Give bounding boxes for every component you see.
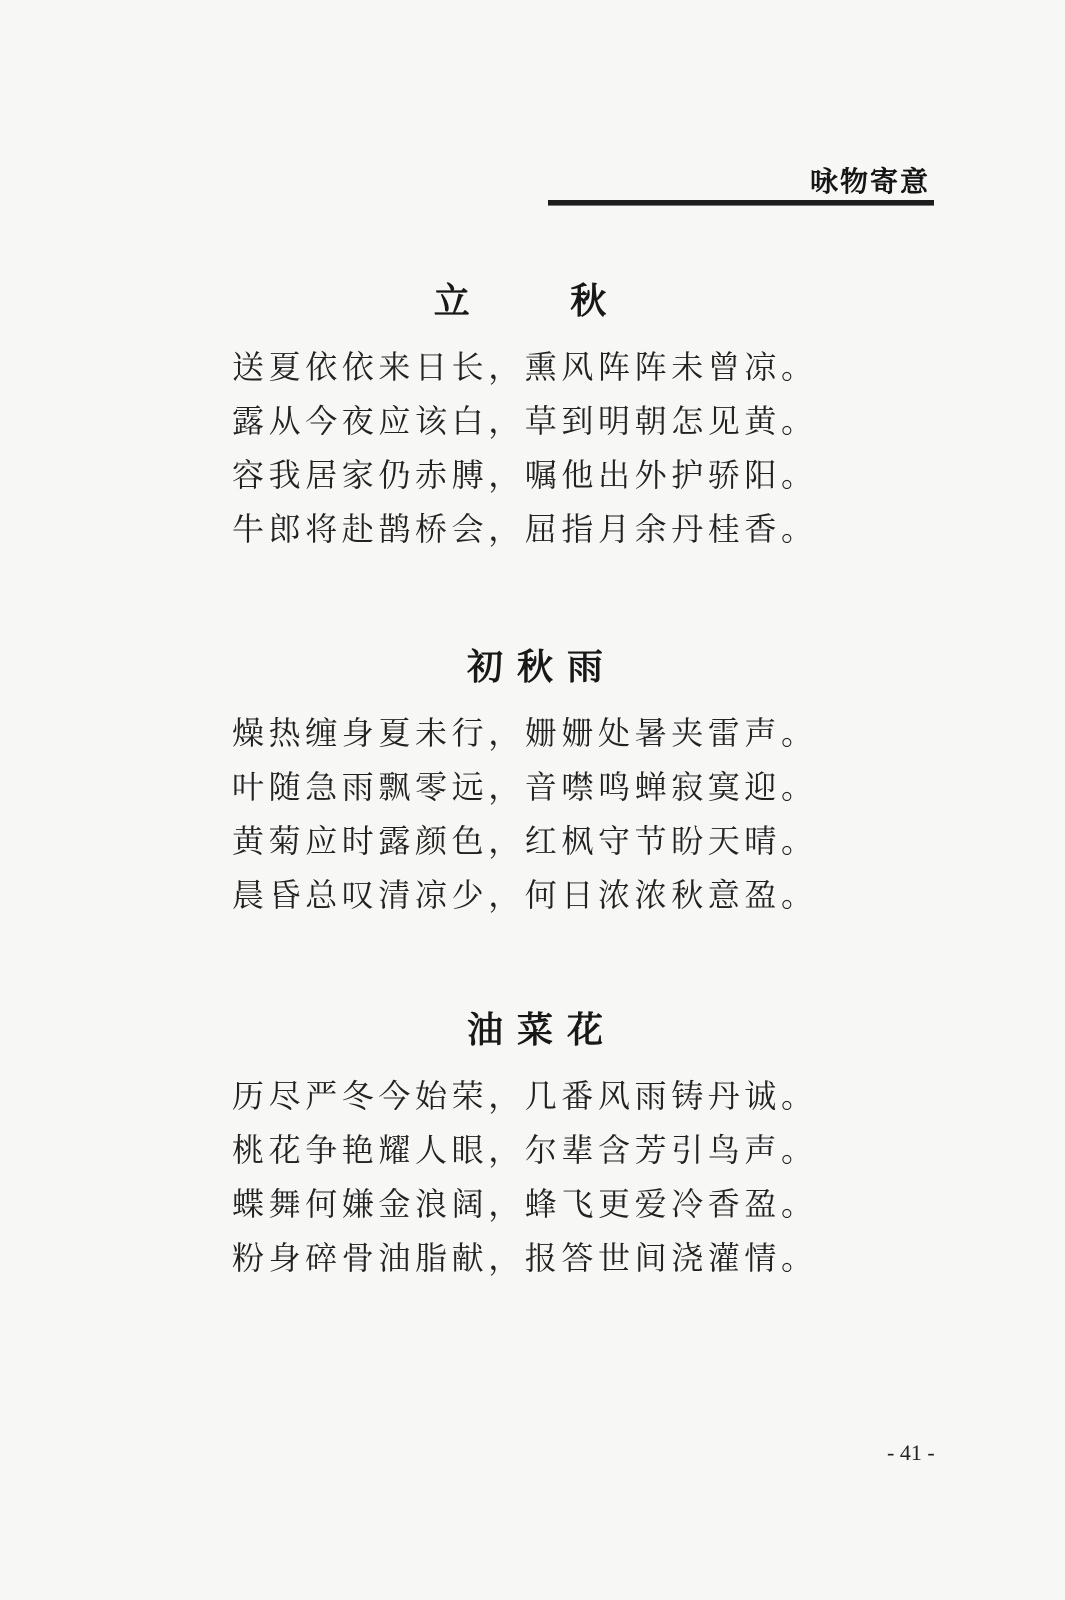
poem-line: 露从今夜应该白，草到明朝怎见黄。 [232, 402, 818, 440]
header-rule [548, 200, 934, 206]
poem-line: 晨昏总叹清凉少，何日浓浓秋意盈。 [232, 876, 818, 914]
poem-line: 历尽严冬今始荣，几番风雨铸丹诚。 [232, 1077, 818, 1115]
poem-title: 油菜花 [466, 1010, 617, 1051]
poem-line: 粉身碎骨油脂献，报答世间浇灌情。 [232, 1239, 818, 1277]
poem-line: 牛郎将赴鹊桥会，屈指月余丹桂香。 [232, 510, 818, 548]
poem-chu-qiu-yu [232, 640, 852, 922]
poem-line: 蝶舞何嫌金浪阔，蜂飞更爱冷香盈。 [232, 1185, 818, 1223]
poem-you-cai-hua [232, 1003, 852, 1285]
poem-line: 叶随急雨飘零远，音噤鸣蝉寂寞迎。 [232, 768, 818, 806]
poem-title: 初秋雨 [466, 647, 617, 688]
poem-line: 桃花争艳耀人眼，尔辈含芳引鸟声。 [232, 1131, 818, 1169]
poem-line: 黄菊应时露颜色，红枫守节盼天晴。 [232, 822, 818, 860]
poem-line: 送夏依依来日长，熏风阵阵未曾凉。 [232, 348, 818, 386]
section-title: 咏物寄意 [809, 165, 930, 198]
poem-title: 立 秋 [433, 281, 651, 322]
poem-li-qiu [232, 274, 852, 556]
poem-line: 容我居家仍赤膊，嘱他出外护骄阳。 [232, 456, 818, 494]
running-header [548, 158, 934, 208]
page-number: - 41 - [887, 1440, 935, 1465]
poem-line: 燥热缠身夏未行，姗姗处暑夹雷声。 [232, 714, 818, 752]
